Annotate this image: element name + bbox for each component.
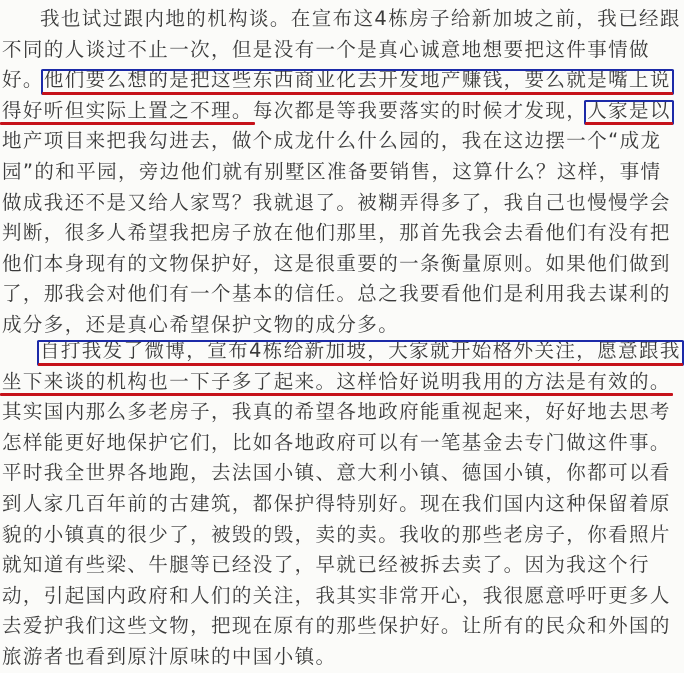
highlighted-text: 他们要么想的是把这些东西商业化去开发地产赚钱，要么就是嘴上说 (44, 65, 671, 96)
text-line: 旅游者也看到原汁原味的中国小镇。 (2, 644, 337, 668)
text-line: 园”的和平园，旁边他们就有别墅区准备要销售，这算什么？这样，事情 (2, 159, 662, 183)
text-segment: 好。 (2, 68, 44, 92)
text-segment: 每次都是等我要落实的时候才发现， (252, 98, 588, 122)
text-line: 去爱护我们这些文物，把现在原有的那些保护好。让所有的民众和外国的 (2, 614, 671, 638)
text-line: 怎样能更好地保护它们，比如各地政府可以有一笔基金去专门做这件事。 (2, 430, 671, 454)
text-line: 成分多，还是真心希望保护文物的成分多。 (2, 312, 400, 336)
text-line: 不同的人谈过不止一次，但是没有一个是真心诚意地想要把这件事情做 (2, 37, 650, 61)
text-line: 我也试过跟内地的机构谈。在宣布这4栋房子给新加坡之前，我已经跟 (40, 7, 681, 30)
text-line: 判断，很多人希望我把房子放在他们那里，那首先我会去看他们有没有把 (2, 221, 671, 245)
text-line: 其实国内那么多老房子，我真的希望各地政府能重视起来，好好地去思考 (2, 400, 671, 424)
text-line: 做成我还不是又给人家骂？我就退了。被糊弄得多了，我自己也慢慢学会 (2, 190, 671, 214)
text-line: 到人家几百年前的古建筑，都保护得特别好。现在我们国内这种保留着原 (2, 491, 671, 515)
text-line (0, 336, 681, 367)
highlighted-text: 人家是以 (587, 96, 671, 127)
highlighted-text: 自打我发了微博，宣布4栋给新加坡，大家就开始格外关注，愿意跟我 (40, 336, 681, 367)
text-line: 他们本身现有的文物保护好，这是很重要的一条衡量原则。如果他们做到 (2, 251, 671, 275)
paragraph-2 (0, 336, 681, 673)
text-line: 了，那我会对他们有一个基本的信任。总之我要看他们是利用我去谋利的 (2, 282, 671, 306)
text-line: 地产项目来把我勾进去，做个成龙什么什么园的，我在这边摆一个“成龙 (2, 129, 662, 153)
highlighted-text: 坐下来谈的机构也一下子多了起来。这样恰好说明我用的方法是有效的。 (2, 367, 671, 398)
paragraph-1 (0, 4, 681, 341)
highlighted-text: 得好听但实际上置之不理。 (2, 96, 253, 127)
text-line: 就知道有些梁、牛腿等已经没了，早就已经被拆去卖了。因为我这个行 (2, 553, 650, 577)
text-line: 平时我全世界各地跑，去法国小镇、意大利小镇、德国小镇，你都可以看 (2, 461, 671, 485)
text-line (0, 96, 671, 127)
text-line (0, 65, 671, 96)
text-line: 貌的小镇真的很少了，被毁的毁，卖的卖。我收的那些老房子，你看照片 (2, 522, 671, 546)
text-line: 动，引起国内政府和人们的关注，我其实非常开心，我很愿意呼吁更多人 (2, 583, 671, 607)
text-line (0, 367, 671, 398)
